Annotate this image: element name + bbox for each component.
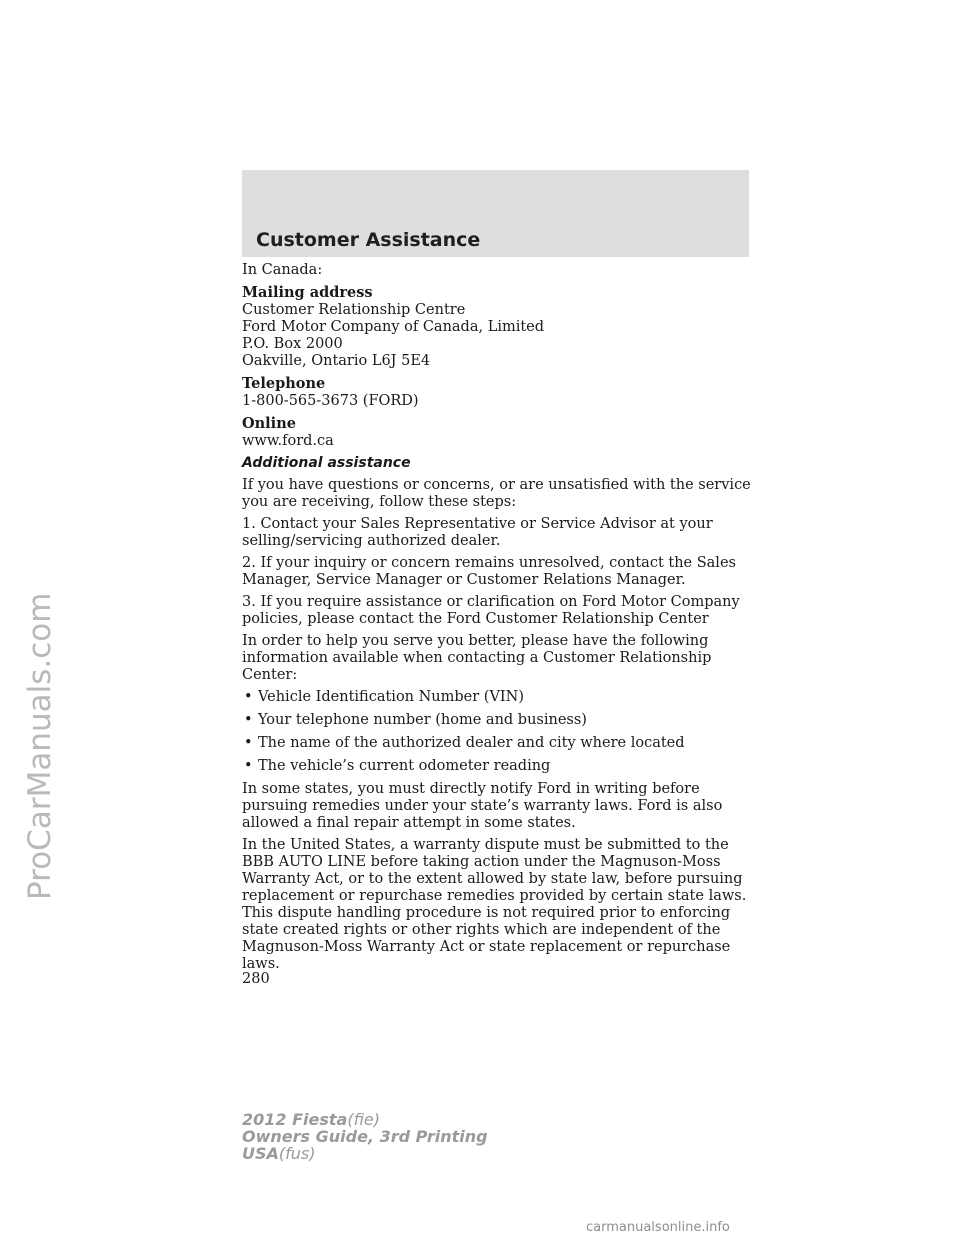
step-3: 3. If you require assistance or clarification on Ford Motor Company policies, please contact the Ford Customer Relationship Center (242, 594, 740, 627)
online-url: www.ford.ca (242, 433, 334, 449)
page-content (242, 262, 754, 978)
mailing-line: Oakville, Ontario L6J 5E4 (242, 353, 431, 369)
list-item (242, 712, 754, 729)
bullet-icon: • (244, 758, 253, 774)
list-item (242, 758, 754, 775)
bullet-icon: • (244, 712, 253, 728)
telephone-block (242, 375, 754, 410)
section-header (242, 170, 749, 257)
mailing-line: P.O. Box 2000 (242, 336, 343, 352)
list-item-text: The vehicle’s current odometer reading (258, 758, 551, 774)
bullet-icon: • (244, 689, 253, 705)
info-intro: In order to help you serve you better, please have the following information available when contacting a Customer Relationship Center: (242, 633, 712, 683)
additional-intro: If you have questions or concerns, or are unsatisfied with the service you are receiving, follow these steps: (242, 477, 751, 510)
footer (242, 1111, 488, 1162)
telephone-number: 1-800-565-3673 (FORD) (242, 393, 419, 409)
section-title: Customer Assistance (256, 229, 481, 251)
footer-guide-line (242, 1128, 488, 1145)
page-number: 280 (242, 971, 270, 987)
list-item-text: Vehicle Identification Number (VIN) (258, 689, 524, 705)
states-paragraph: In some states, you must directly notify Ford in writing before pursuing remedies under your state’s warranty laws. Ford is also allowed a final repair attempt in some states. (242, 781, 723, 831)
list-item-text: The name of the authorized dealer and city where located (258, 735, 685, 751)
additional-assistance-heading: Additional assistance (242, 455, 411, 471)
bullet-icon: • (244, 735, 253, 751)
footer-market-line (242, 1145, 488, 1162)
mailing-label: Mailing address (242, 284, 373, 301)
online-label: Online (242, 415, 296, 432)
online-block (242, 415, 754, 450)
list-item-text: Your telephone number (home and business) (258, 712, 587, 728)
mailing-line: Customer Relationship Centre (242, 302, 466, 318)
footer-market-code: (fus) (278, 1144, 316, 1163)
list-item (242, 735, 754, 752)
canada-intro: In Canada: (242, 262, 323, 278)
footer-model: 2012 Fiesta (242, 1110, 348, 1129)
mailing-block (242, 284, 754, 370)
footer-market: USA (242, 1144, 279, 1163)
list-item (242, 689, 754, 706)
watermark-text: ProCarManuals.com (22, 592, 58, 900)
footer-model-line (242, 1111, 488, 1128)
us-paragraph: In the United States, a warranty dispute must be submitted to the BBB AUTO LINE before taking action under the Magnuson-Moss Warranty Act, or to the extent allowed by state law, before pursuing replacement or repurchase remedies provided by certain state laws. This dispute handling procedure is not required prior to enforcing state created rights or other rights which are independent of the Magnuson-Moss Warranty Act or state replacement or repurchase laws. (242, 837, 747, 972)
footer-guide: Owners Guide, 3rd Printing (242, 1127, 488, 1146)
site-watermark: carmanualsonline.info (586, 1220, 730, 1235)
footer-model-code: (fie) (347, 1110, 381, 1129)
step-2: 2. If your inquiry or concern remains unresolved, contact the Sales Manager, Service Manager or Customer Relations Manager. (242, 555, 736, 588)
telephone-label: Telephone (242, 375, 326, 392)
step-1: 1. Contact your Sales Representative or Service Advisor at your selling/servicing authorized dealer. (242, 516, 713, 549)
mailing-line: Ford Motor Company of Canada, Limited (242, 319, 545, 335)
